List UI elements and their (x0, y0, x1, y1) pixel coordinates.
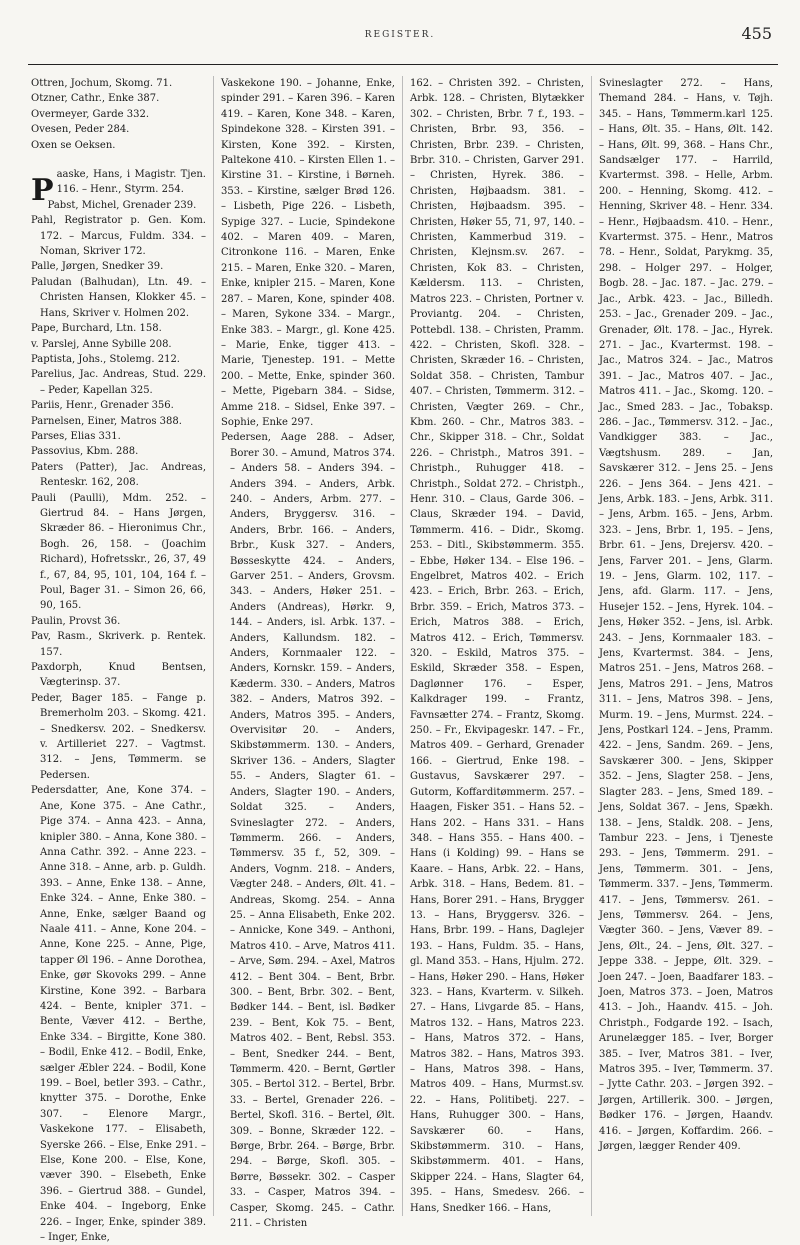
index-entry: Oxen se Oeksen. (31, 139, 116, 151)
index-entry: Palle, Jørgen, Snedker 39. (31, 261, 164, 273)
index-entry: Pariis, Henr., Grenader 356. (31, 400, 174, 412)
index-column-1 (24, 76, 213, 1244)
index-entry: Paulin, Provst 36. (31, 615, 121, 627)
index-entry: Ovesen, Peder 284. (31, 124, 130, 136)
index-entry: Paxdorph, Knud Bentsen, Vægterinsp. 37. (31, 662, 206, 689)
index-entry: Pedersen, Aage 288. – Adser, Borer 30. – Amund, Matros 374. – Anders 58. – Anders 394. – Anders 394. – Anders, Arbk. 240. – Anders, Arbm. 277. – Anders, Bryggersv. 316. – Anders, Brbr. 166. – Anders, Brbr., Kusk 327. – Anders, Bøsseskytte 424. – Anders, Garver 251. – Anders, Grovsm. 343. – Anders, Høker 251. – Anders (Andreas), Hørkr. 9, 144. – Anders, isl. Arbk. 137. – Anders, Kallundsm. 182. – Anders, Kornmaaler 122. – Anders, Kornskr. 159. – Anders, Kæderm. 330. – Anders, Matros 382. – Anders, Matros 392. – Anders, Matros 395. – Anders, Overvisitør 20. – Anders, Skibstømmerm. 130. – Anders, Skriver 136. – Anders, Slagter 55. – Anders, Slagter 61. – Anders, Slagter 190. – Anders, Soldat 325. – Anders, Svineslagter 272. – Anders, Tømmerm. 266. – Anders, Tømmersv. 35 f., 52, 309. – Anders, Vognm. 218. – Anders, Vægter 248. – Anders, Ølt. 41. – Andreas, Skomg. 254. – Anna 25. – Anna Elisabeth, Enke 202. – Annicke, Kone 349. – Anthoni, Matros 410. – Arve, Matros 411. – Arve, Søm. 294. – Axel, Matros 412. – Bent 304. – Bent, Brbr. 300. – Bent, Brbr. 302. – Bent, Bødker 144. – Bent, isl. Bødker 239. – Bent, Kok 75. – Bent, Matros 402. – Bent, Rebsl. 353. – Bent, Snedker 244. – Bent, Tømmerm. 420. – Bernt, Gørtler 305. – Bertol 312. – Bertel, Brbr. 33. – Bertel, Grenader 226. – Bertel, Skofl. 316. – Bertel, Ølt. 309. – Bonne, Skræder 122. – Børge, Brbr. 264. – Børge, Brbr. 294. – Børge, Skofl. 305. – Børre, Bøssekr. 302. – Casper 33. – Casper, Matros 394. – Casper, Skomg. 245. – Cathr. 211. – Christen (221, 432, 395, 1230)
index-entry: Parelius, Jac. Andreas, Stud. 229. – Peder, Kapellan 325. (31, 369, 206, 396)
index-entry: v. Parslej, Anne Sybille 208. (31, 338, 172, 350)
index-entry: Otzner, Cathr., Enke 387. (31, 93, 160, 105)
index-column-2 (213, 76, 402, 1230)
page-number: 455 (741, 24, 772, 43)
index-entry: Paludan (Balhudan), Ltn. 49. – Christen Hansen, Klokker 45. – Hans, Skriver v. Holmen 202. (31, 276, 206, 319)
index-entry: Pabst, Michel, Grenader 239. (47, 199, 197, 211)
index-entry: Pedersdatter, Ane, Kone 374. – Ane, Kone 375. – Ane Cathr., Pige 374. – Anna 423. – Anna, knipler 380. – Anna, Kone 380. – Anna Cathr. 392. – Anne 223. – Anne 318. – Anne, arb. p. Guldh. 393. – Anne, Enke 138. – Anne, Enke 324. – Anne, Enke 380. – Anne, Enke, sælger Baand og Naale 411. – Anne, Kone 204. – Anne, Kone 225. – Anne, Pige, tapper Øl 196. – Anne Dorothea, Enke, gør Skovoks 299. – Anne Kirstine, Kone 392. – Barbara 424. – Bente, knipler 371. – Bente, Væver 412. – Berthe, Enke 334. – Birgitte, Kone 380. – Bodil, Enke 412. – Bodil, Enke, sælger Æbler 224. – Bodil, Kone 199. – Boel, betler 393. – Cathr., knytter 375. – Dorothe, Enke 307. – Elenore Margr., Vaskekone 177. – Elisabeth, Syerske 266. – Else, Enke 291. – Else, Kone 200. – Else, Kone, væver 390. – Elsebeth, Enke 396. – Giertrud 388. – Gundel, Enke 404. – Ingeborg, Enke 226. – Inger, Enke, spinder 389. – Inger, Enke, (31, 785, 206, 1244)
index-entry: Pav, Rasm., Skriverk. p. Rentek. 157. (31, 631, 206, 658)
index-entry: Paters (Patter), Jac. Andreas, Renteskr. 162, 208. (31, 461, 206, 489)
section-initial-letter: P (31, 173, 54, 209)
index-column-3 (402, 76, 591, 1216)
index-entry: Ottren, Jochum, Skomg. 71. (31, 78, 173, 89)
index-entry-continued: Svineslagter 272. – Hans, Themand 284. – Hans, v. Tøjh. 345. – Hans, Tømmerm.karl 125. – Hans, Ølt. 35. – Hans, Ølt. 142. – Hans, Ølt. 99, 368. – Hans Chr., Sandsælger 177. – Harrild, Kvartermst. 398. – Helle, Arbm. 200. – Henning, Skomg. 412. – Henning, Skriver 48. – Henr. 334. – Henr., Højbaadsm. 410. – Henr., Kvartermst. 375. – Henr., Matros 78. – Henr., Soldat, Parykmg. 35, 298. – Holger 297. – Holger, Bogb. 28. – Jac. 187. – Jac. 279. – Jac., Arbk. 423. – Jac., Billedh. 253. – Jac., Grenader 209. – Jac., Grenader, Ølt. 178. – Jac., Hyrek. 271. – Jac., Kvartermst. 198. – Jac., Matros 324. – Jac., Matros 391. – Jac., Matros 407. – Jac., Matros 411. – Jac., Skomg. 120. – Jac., Smed 283. – Jac., Tobaksp. 286. – Jac., Tømmersv. 312. – Jac., Vandkigger 383. – Jac., Vægtshusm. 289. – Jan, Savskærer 312. – Jens 25. – Jens 226. – Jens 364. – Jens 421. – Jens, Arbk. 183. – Jens, Arbk. 311. – Jens, Arbm. 165. – Jens, Arbm. 323. – Jens, Brbr. 1, 195. – Jens, Brbr. 61. – Jens, Drejersv. 420. – Jens, Farver 201. – Jens, Glarm. 19. – Jens, Glarm. 102, 117. – Jens, afd. Glarm. 117. – Jens, Husejer 152. – Jens, Hyrek. 104. – Jens, Høker 352. – Jens, isl. Arbk. 243. – Jens, Kornmaaler 183. – Jens, Kvartermst. 384. – Jens, Matros 251. – Jens, Matros 268. – Jens, Matros 291. – Jens, Matros 311. – Jens, Matros 398. – Jens, Murm. 19. – Jens, Murmst. 224. – Jens, Postkarl 124. – Jens, Pramm. 422. – Jens, Sandm. 269. – Jens, Savskærer 300. – Jens, Skipper 352. – Jens, Slagter 258. – Jens, Slagter 283. – Jens, Smed 189. – Jens, Soldat 367. – Jens, Spækh. 138. – Jens, Staldk. 208. – Jens, Tambur 223. – Jens, i Tjeneste 293. – Jens, Tømmerm. 291. – Jens, Tømmerm. 301. – Jens, Tømmerm. 337. – Jens, Tømmerm. 417. – Jens, Tømmersv. 261. – Jens, Tømmersv. 264. – Jens, Vægter 360. – Jens, Væver 89. – Jens, Ølt., 24. – Jens, Ølt. 327. – Jeppe 338. – Jeppe, Ølt. 329. – Joen 247. – Joen, Baadfarer 183. – Joen, Matros 373. – Joen, Matros 413. – Joh., Haandv. 415. – Joh. Christph., Fodgarde 192. – Isach, Arunelægger 185. – Iver, Borger 385. – Iver, Matros 381. – Iver, Matros 395. – Iver, Tømmerm. 37. – Jytte Cathr. 203. – Jørgen 392. – Jørgen, Artillerik. 300. – Jørgen, Bødker 176. – Jørgen, Haandv. 416. – Jørgen, Koffardim. 266. – Jørgen, lægger Render 409. (599, 78, 773, 1153)
index-entry: Pahl, Registrator p. Gen. Kom. 172. – Marcus, Fuldm. 334. – Noman, Skriver 172. (31, 215, 206, 258)
index-entry: Pape, Burchard, Ltn. 158. (31, 323, 162, 335)
index-entry: Peder, Bager 185. – Fange p. Bremerholm 203. – Skomg. 421. – Snedkersv. 202. – Snedkersv. v. Artilleriet 227. – Vagtmst. 312. – Jens, Tømmerm. se Pedersen. (31, 692, 206, 781)
section-first-entry: aaske, Hans, i Magistr. Tjen. 116. – Henr., Styrm. 254. (56, 169, 206, 196)
index-entry: Overmeyer, Garde 332. (31, 108, 150, 120)
running-title: REGISTER. (364, 30, 436, 40)
index-entry: Parses, Elias 331. (31, 430, 121, 442)
index-column-4 (591, 76, 780, 1216)
header-rule (28, 64, 778, 65)
index-entry-continued: 162. – Christen 392. – Christen, Arbk. 128. – Christen, Blytækker 302. – Christen, Brbr. 7 f., 193. – Christen, Brbr. 93, 356. – Christen, Brbr. 239. – Christen, Brbr. 310. – Christen, Garver 291. – Christen, Hyrek. 386. – Christen, Højbaadsm. 381. – Christen, Højbaadsm. 395. – Christen, Høker 55, 71, 97, 140. – Christen, Kammerbud 319. – Christen, Klejnsm.sv. 267. – Christen, Kok 83. – Christen, Kældersm. 113. – Christen, Matros 223. – Christen, Portner v. Proviantg. 204. – Christen, Pottebdl. 138. – Christen, Pramm. 422. – Christen, Skofl. 328. – Christen, Skræder 16. – Christen, Soldat 358. – Christen, Tambur 407. – Christen, Tømmerm. 312. – Christen, Vægter 269. – Chr., Kbm. 260. – Chr., Matros 383. – Chr., Skipper 318. – Chr., Soldat 226. – Christph., Matros 391. – Christph., Ruhugger 418. – Christph., Soldat 272. – Christph., Henr. 310. – Claus, Garde 306. – Claus, Skræder 194. – David, Tømmerm. 416. – Didr., Skomg. 253. – Ditl., Skibstømmerm. 355. – Ebbe, Høker 134. – Else 196. – Engelbret, Matros 402. – Erich 423. – Erich, Brbr. 263. – Erich, Brbr. 359. – Erich, Matros 373. – Erich, Matros 388. – Erich, Matros 412. – Erich, Tømmersv. 320. – Eskild, Matros 375. – Eskild, Skræder 358. – Espen, Daglønner 176. – Esper, Kalkdrager 199. – Frantz, Favnsætter 274. – Frantz, Skomg. 250. – Fr., Ekvipageskr. 147. – Fr., Matros 409. – Gerhard, Grenader 166. – Giertrud, Enke 198. – Gustavus, Savskærer 297. – Gutorm, Koffarditømmerm. 257. – Haagen, Fisker 351. – Hans 52. – Hans 202. – Hans 331. – Hans 348. – Hans 355. – Hans 400. – Hans (i Kolding) 99. – Hans se Kaare. – Hans, Arbk. 22. – Hans, Arbk. 318. – Hans, Bedem. 81. – Hans, Borer 291. – Hans, Brygger 13. – Hans, Bryggersv. 326. – Hans, Brbr. 199. – Hans, Daglejer 193. – Hans, Fuldm. 35. – Hans, gl. Mand 353. – Hans, Hjulm. 272. – Hans, Høker 290. – Hans, Høker 323. – Hans, Kvarterm. v. Silkeh. 27. – Hans, Livgarde 85. – Hans, Matros 132. – Hans, Matros 223. – Hans, Matros 372. – Hans, Matros 382. – Hans, Matros 393. – Hans, Matros 398. – Hans, Matros 409. – Hans, Murmst.sv. 22. – Hans, Politibetj. 227. – Hans, Ruhugger 300. – Hans, Savskærer 60. – Hans, Skibstømmerm. 310. – Hans, Skibstømmerm. 401. – Hans, Skipper 224. – Hans, Slagter 64, 395. – Hans, Smedesv. 266. – Hans, Snedker 166. – Hans, (410, 78, 584, 1214)
section-break (31, 153, 206, 167)
index-entry: Paptista, Johs., Stolemg. 212. (31, 353, 180, 365)
index-entry: Pauli (Paulli), Mdm. 252. – Giertrud 84. – Hans Jørgen, Skræder 86. – Hieronimus Chr., Bogh. 26, 158. – (Joachim Richard), Hofretsskr., 26, 37, 49 f., 67, 84, 95, 101, 104, 164 f. – Poul, Bager 31. – Simon 26, 66, 90, 165. (31, 492, 206, 612)
index-columns (24, 76, 782, 1244)
index-entry: Passovius, Kbm. 288. (31, 446, 139, 458)
index-entry-continued: Vaskekone 190. – Johanne, Enke, spinder 291. – Karen 396. – Karen 419. – Karen, Kone 348. – Karen, Spindekone 328. – Kirsten 391. – Kirsten, Kone 392. – Kirsten, Paltekone 410. – Kirsten Ellen 1. – Kirstine 31. – Kirstine, i Børneh. 353. – Kirstine, sælger Brød 126. – Lisbeth, Pige 226. – Lisbeth, Sypige 327. – Lucie, Spindekone 402. – Maren 409. – Maren, Citronkone 116. – Maren, Enke 215. – Maren, Enke 320. – Maren, Enke, knipler 215. – Maren, Kone 287. – Maren, Kone, spinder 408. – Maren, Sykone 334. – Margr., Enke 383. – Margr., gl. Kone 425. – Marie, Enke, tigger 413. – Marie, Tjenestep. 191. – Mette 200. – Mette, Enke, spinder 360. – Mette, Pigebarn 384. – Sidse, Amme 218. – Sidsel, Enke 397. – Sophie, Enke 297. (221, 78, 395, 428)
index-entry: Parnelsen, Einer, Matros 388. (31, 415, 182, 427)
